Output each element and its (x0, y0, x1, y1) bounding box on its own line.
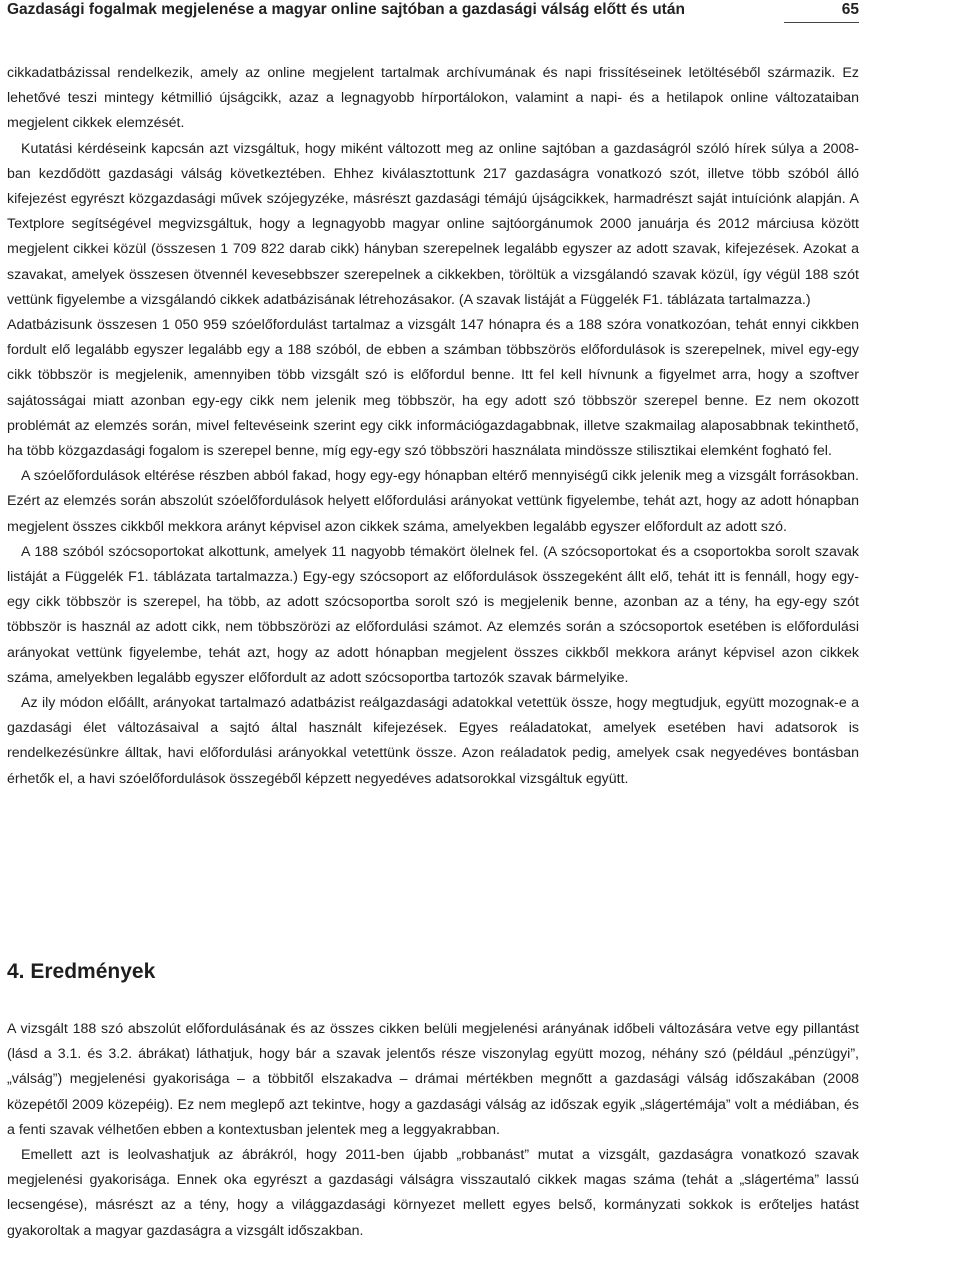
running-title: Gazdasági fogalmak megjelenése a magyar online sajtóban a gazdasági válság előtt és után (7, 1, 685, 18)
running-header (7, 0, 859, 24)
section-heading: 4. Eredmények (7, 960, 156, 983)
document-page (7, 0, 859, 1239)
page-number: 65 (841, 1, 859, 18)
section-body (7, 1017, 859, 1244)
paragraph: cikkadatbázissal rendelkezik, amely az online megjelent tartalmak archívumának és napi frissítéseinek letöltéséből származik. Ez lehetővé teszi mintegy kétmillió újságcikk, azaz a legnagyobb hírportálokon, valamint a napi- és a hetilapok online változataiban megjelent cikkek elemzését. (7, 65, 859, 132)
paragraph: A 188 szóból szócsoportokat alkottunk, amelyek 11 nagyobb témakört ölelnek fel. (A szócsoportokat és a csoportokba sorolt szavak listáját a Függelék F1. táblázata tartalmazza.) Egy-egy szócsoport az előfordulások összegeként állt elő, tehát itt is fennáll, hogy egy-egy cikk többször is szerepel, ha több, az adott szócsoportba sorolt szó is megjelenik benne, azonban az a tény, ha egy-egy szót többször is használ az adott cikk, nem többszörözi az előfordulási számot. Az elemzés során a szócsoportok esetében is előfordulási arányokat vettünk figyelembe, tehát azt, hogy az adott hónapban megjelent összes cikkből mekkora arányt képvisel azon cikkek száma, amelyekben legalább egyszer előfordult az adott szócsoportba tartozók szavak bármelyike. (7, 543, 859, 686)
paragraph: A szóelőfordulások eltérése részben abból fakad, hogy egy-egy hónapban eltérő mennyiségű cikk jelenik meg a vizsgált forrásokban. Ezért az elemzés során abszolút szóelőfordulások helyett előfordulási arányokat vettünk figyelembe, tehát azt, hogy az adott hónapban megjelent összes cikkből mekkora arányt képvisel azon cikkek száma, amelyekben legalább egyszer előfordult az adott szó. (7, 468, 859, 535)
paragraph: Az ily módon előállt, arányokat tartalmazó adatbázist reálgazdasági adatokkal vetettük össze, hogy megtudjuk, együtt mozognak-e a gazdasági élet változásaival a sajtó által használt kifejezések. Egyes reáladatokat, amelyek esetében havi adatsorok is rendelkezésünkre álltak, havi előfordulási arányokkal vetettünk össze. Azon reáladatok pedig, amelyek csak negyedéves bontásban érhetők el, a havi szóelőfordulások összegéből képzett negyedéves adatsorokkal vizsgáltuk együtt. (7, 695, 859, 787)
header-rule (784, 22, 859, 23)
body-text (7, 61, 859, 792)
paragraph: A vizsgált 188 szó abszolút előfordulásának és az összes cikken belüli megjelenési arányának időbeli változására vetve egy pillantást (lásd a 3.1. és 3.2. ábrákat) láthatjuk, hogy bár a szavak jelentős része viszonylag együtt mozog, néhány szó (például „pénzügyi”, „válság”) megjelenési gyakorisága – a többitől elszakadva – drámai mértékben megnőtt a gazdasági válság időszakában (2008 közepétől 2009 közepéig). Ez nem meglepő azt tekintve, hogy a gazdasági válság az időszak egyik „slágertémája” volt a médiában, és a fenti szavak vélhetően ebben a kontextusban jelentek meg a leggyakrabban. (7, 1021, 859, 1138)
paragraph: Emellett azt is leolvashatjuk az ábrákról, hogy 2011-ben újabb „robbanást” mutat a vizsgált, gazdaságra vonatkozó szavak megjelenési gyakorisága. Ennek oka egyrészt a gazdasági válságra visszautaló cikkek magas száma (tehát a „slágertéma” lassú lecsengése), másrészt az a tény, hogy a világgazdasági környezet mellett egyes belső, kormányzati sokkok is erőteljes hatást gyakoroltak a magyar gazdaságra a vizsgált időszakban. (7, 1147, 859, 1239)
paragraph: Kutatási kérdéseink kapcsán azt vizsgáltuk, hogy miként változott meg az online sajtóban a gazdaságról szóló hírek súlya a 2008-ban kezdődött gazdasági válság következtében. Ehhez kiválasztottunk 217 gazdaságra vonatkozó szót, illetve több szóból álló kifejezést egyrészt közgazdasági művek szójegyzéke, másrészt gazdasági témájú újságcikkek, harmadrészt saját intuíciónk alapján. A Textplore segítségével megvizsgáltuk, hogy a legnagyobb magyar online sajtóorgánumok 2000 januárja és 2012 márciusa között megjelent cikkei közül (összesen 1 709 822 darab cikk) hányban szerepelnek legalább egyszer az adott szavak, kifejezések. Azokat a szavakat, amelyek összesen ötvennél kevesebbszer szerepelnek a cikkekben, töröltük a vizsgálandó szavak közül, így végül 188 szót vettünk figyelembe a vizsgálandó cikkek adatbázisának létrehozásakor. (A szavak listáját a Függelék F1. táblázata tartalmazza.) (7, 140, 859, 308)
paragraph: Adatbázisunk összesen 1 050 959 szóelőfordulást tartalmaz a vizsgált 147 hónapra és a 188 szóra vonatkozóan, tehát ennyi cikkben fordult elő legalább egyszer legalább egy a 188 szóból, de ebben a számban többszörös előfordulások is szerepelnek, mivel egy-egy cikk többször is megjelenik, amennyiben több vizsgált szó is előfordul benne. Itt fel kell hívnunk a figyelmet arra, hogy a szoftver sajátosságai miatt azonban egy-egy cikk nem jelenik meg többször, ha egy adott szó többször szerepel benne. Ez nem okozott problémát az elemzés során, mivel feltevéseink szerint egy cikk információgazdagabbnak, illetve szakmailag alaposabbnak tekinthető, ha több közgazdasági fogalom is szerepel benne, míg egy-egy szó többszöri használata mindössze stilisztikai elemként fogható fel. (7, 317, 859, 460)
